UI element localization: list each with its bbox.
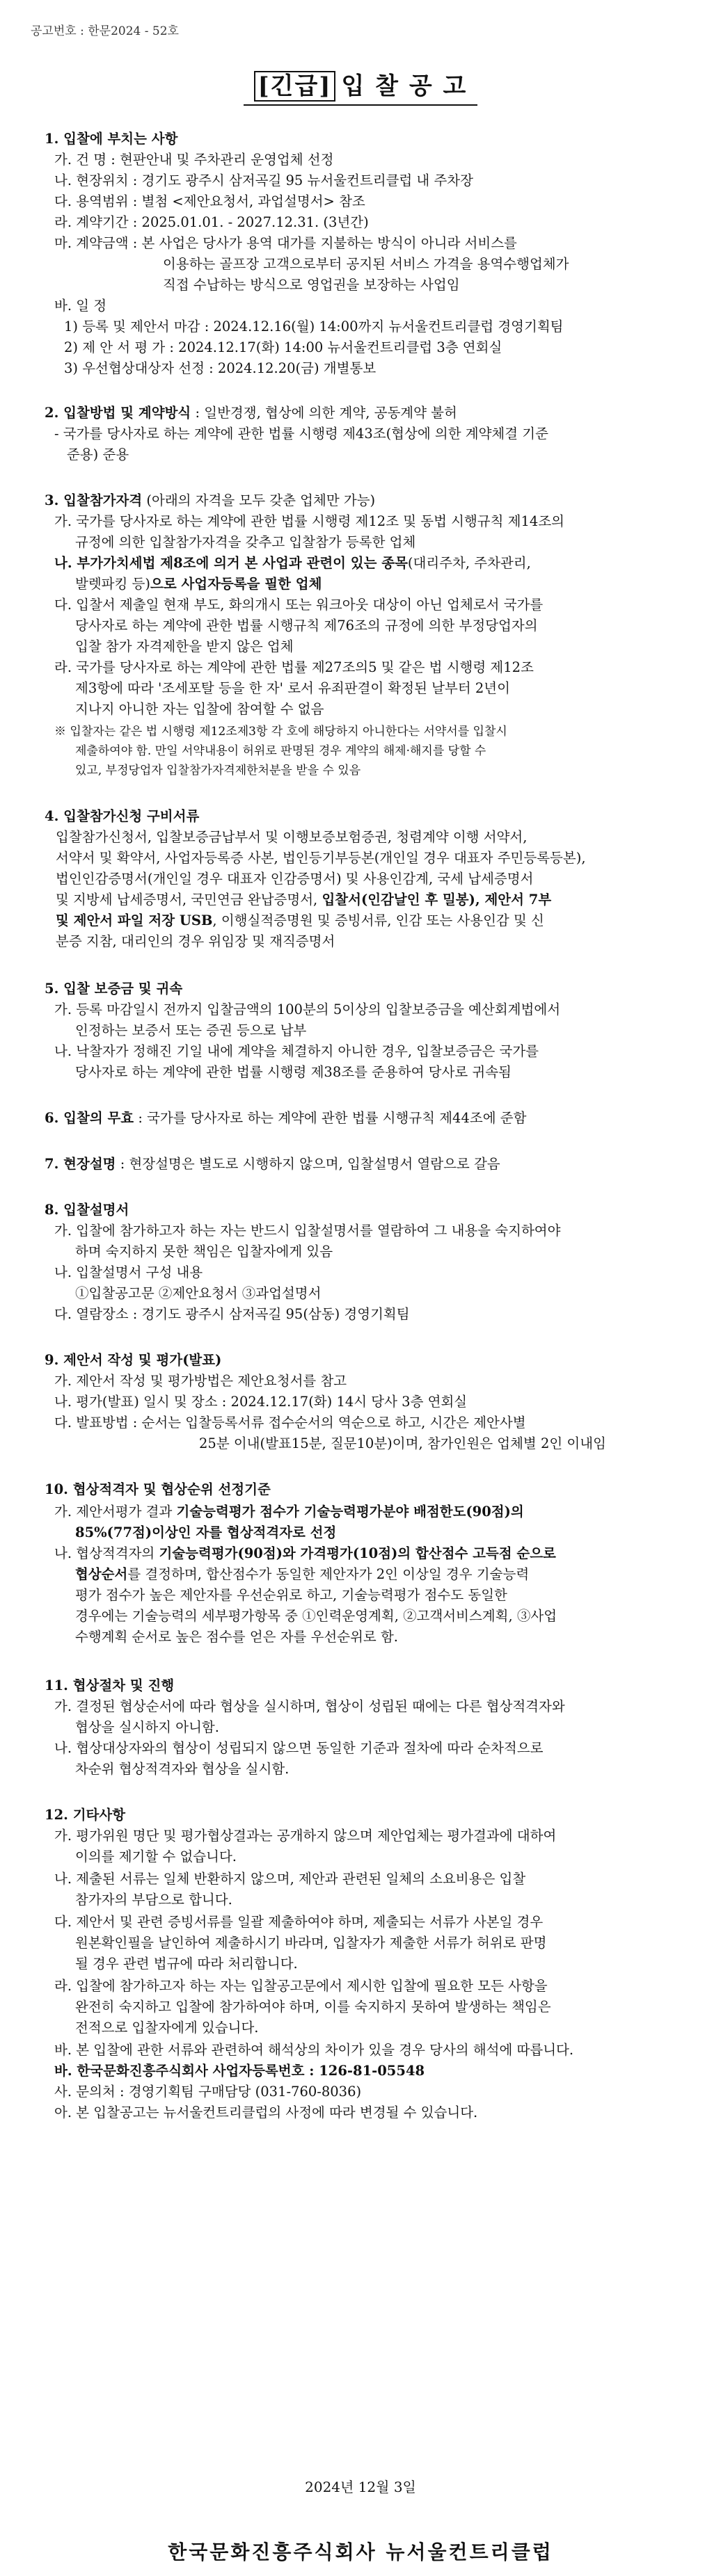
s4-line (56, 911, 721, 931)
notice-date: 2024년 12월 3일 (305, 2479, 416, 2495)
s1-schedule-line: 1) 등록 및 제안서 마감 : 2024.12.16(월) 14:00까지 뉴서울컨트리클럽 경영기획팀 (64, 319, 564, 335)
title-underline (244, 104, 477, 106)
s10-text: 를 결정하며, 합산점수가 동일한 제안자가 2인 이상일 경우 기술능력 (127, 1566, 530, 1582)
s9-line: 가. 제안서 작성 및 평가방법은 제안요청서를 참고 (54, 1373, 347, 1389)
s12-line: 바. 한국문화진흥주식회사 사업자등록번호 : 126-81-05548 (54, 2063, 425, 2079)
s4-bold-text: 입찰서(인감날인 후 밀봉), 제안서 7부 (322, 892, 552, 908)
s5-line: 당사자로 하는 계약에 관한 법률 시행령 제38조를 준용하여 당사로 귀속됨 (75, 1064, 512, 1080)
s12-line: 다. 제안서 및 관련 증빙서류를 일괄 제출하여야 하며, 제출되는 서류가 사본일 경우 (54, 1914, 544, 1930)
s8-line: 다. 열람장소 : 경기도 광주시 삼저곡길 95(삼동) 경영기획팀 (54, 1306, 410, 1322)
s12-line: 전적으로 입찰자에게 있습니다. (75, 2020, 259, 2036)
s5-line: 인정하는 보증서 또는 증권 등으로 납부 (75, 1022, 307, 1038)
s3-line: 당사자로 하는 계약에 관한 법률 시행규칙 제76조의 규정에 의한 부정당업자의 (75, 618, 538, 634)
section-5-heading: 5. 입찰 보증금 및 귀속 (45, 981, 183, 997)
s3-line: 지나지 아니한 자는 입찰에 참여할 수 없음 (75, 701, 324, 717)
s3-note: 제출하여야 함. 만일 서약내용이 허위로 판명된 경우 계약의 해제·해지를 당할 수 (75, 744, 486, 758)
s10-text: 나. 협상적격자의 (54, 1545, 159, 1561)
s1-line: 마. 계약금액 : 본 사업은 당사가 용역 대가를 지불하는 방식이 아니라 서비스를 (54, 235, 517, 251)
section-12-heading: 12. 기타사항 (45, 1807, 126, 1823)
section-11-heading: 11. 협상절차 및 진행 (45, 1677, 175, 1693)
s10-line: 평가 점수가 높은 제안자를 우선순위로 하고, 기술능력평가 점수도 동일한 (75, 1587, 507, 1603)
s3-text: (대리주차, 주차관리, (407, 555, 531, 571)
s4-line (56, 890, 721, 910)
s12-line: 참가자의 부담으로 합니다. (75, 1892, 232, 1908)
s3-bold-text: 으로 사업자등록을 필한 업체 (150, 576, 322, 592)
issuer-signature: 한국문화진흥주식회사 뉴서울컨트리클럽 (168, 2541, 553, 2563)
section-10-heading: 10. 협상적격자 및 협상순위 선정기준 (45, 1481, 271, 1497)
s1-line: 가. 건 명 : 현판안내 및 주차관리 운영업체 선정 (54, 152, 334, 168)
s2-line: - 국가를 당사자로 하는 계약에 관한 법률 시행령 제43조(협상에 의한 계약체결 기준 (54, 426, 548, 442)
s7-heading-bold: 7. 현장설명 (45, 1156, 116, 1172)
s3-note: 있고, 부정당업자 입찰참가자격제한처분을 받을 수 있음 (75, 764, 361, 778)
s3-line: 제3항에 따라 '조세포탈 등을 한 자' 로서 유죄판결이 확정된 날부터 2년이 (75, 680, 510, 696)
s12-line: 원본확인필을 날인하여 제출하시기 바라며, 입찰자가 제출한 서류가 허위로 판명 (75, 1935, 547, 1951)
s12-line: 라. 입찰에 참가하고자 하는 자는 입찰공고문에서 제시한 입찰에 필요한 모든 사항을 (54, 1978, 548, 1994)
s5-line: 가. 등록 마감일시 전까지 입찰금액의 100분의 5이상의 입찰보증금을 예산회계법에서 (54, 1001, 561, 1017)
s11-line: 차순위 협상적격자와 협상을 실시함. (75, 1761, 290, 1777)
s1-line: 바. 일 정 (54, 298, 107, 314)
s3-line (54, 554, 721, 573)
s12-line: 나. 제출된 서류는 일체 반환하지 않으며, 제안과 관련된 일체의 소요비용은 입찰 (54, 1871, 526, 1887)
s12-line: 아. 본 입찰공고는 뉴서울컨트리클럽의 사정에 따라 변경될 수 있습니다. (54, 2104, 478, 2120)
section-9-heading: 9. 제안서 작성 및 평가(발표) (45, 1352, 222, 1368)
section-2-heading (45, 403, 721, 423)
s1-schedule-line: 2) 제 안 서 평 가 : 2024.12.17(화) 14:00 뉴서울컨트리클럽 3층 연회실 (64, 339, 502, 355)
s2-line: 준용) 준용 (67, 446, 129, 462)
s11-line: 협상을 실시하지 아니함. (75, 1719, 219, 1735)
s12-line: 이의를 제기할 수 없습니다. (75, 1849, 237, 1865)
s10-bold-text: 기술능력평가 점수가 기술능력평가분야 배점한도(90점)의 (176, 1504, 524, 1520)
s7-heading-rest: : 현장설명은 별도로 시행하지 않으며, 입찰설명서 열람으로 갈음 (116, 1156, 500, 1172)
s10-bold-text: 기술능력평가(90점)와 가격평가(10점)의 합산점수 고득점 순으로 (159, 1545, 556, 1561)
s12-line: 될 경우 관련 법규에 따라 처리합니다. (75, 1956, 298, 1972)
s6-heading-bold: 6. 입찰의 무효 (45, 1110, 134, 1126)
s10-line: 수행계획 순서로 높은 점수를 얻은 자를 우선순위로 함. (75, 1629, 399, 1645)
section-6-heading (45, 1109, 721, 1128)
s1-line: 직접 수납하는 방식으로 영업권을 보장하는 사업임 (163, 277, 460, 293)
s12-line: 가. 평가위원 명단 및 평가협상결과는 공개하지 않으며 제안업체는 평가결과에 대하여 (54, 1828, 557, 1844)
s10-line (75, 1565, 721, 1584)
s11-line: 가. 결정된 협상순서에 따라 협상을 실시하며, 협상이 성립된 때에는 다른 협상적격자와 (54, 1698, 565, 1714)
s3-line: 다. 입찰서 제출일 현재 부도, 화의개시 또는 워크아웃 대상이 아닌 업체로서 국가를 (54, 597, 544, 613)
s5-line: 나. 낙찰자가 정해진 기일 내에 계약을 체결하지 아니한 경우, 입찰보증금은 국가를 (54, 1043, 539, 1059)
s2-heading-bold: 2. 입찰방법 및 계약방식 (45, 405, 191, 421)
s8-line: ①입찰공고문 ②제안요청서 ③과업설명서 (75, 1285, 322, 1301)
s1-line: 나. 현장위치 : 경기도 광주시 삼저곡길 95 뉴서울컨트리클럽 내 주차장 (54, 172, 473, 188)
s8-line: 하며 숙지하지 못한 책임은 입찰자에게 있음 (75, 1243, 333, 1259)
s9-line: 25분 이내(발표15분, 질문10분)이며, 참가인원은 업체별 2인 이내임 (199, 1435, 606, 1451)
section-7-heading (45, 1154, 721, 1174)
s8-line: 가. 입찰에 참가하고자 하는 자는 반드시 입찰설명서를 열람하여 그 내용을 숙지하여야 (54, 1223, 561, 1239)
s3-line: 라. 국가를 당사자로 하는 계약에 관한 법률 제27조의5 및 같은 법 시행령 제12조 (54, 659, 534, 675)
title-text: 입 찰 공 고 (341, 72, 468, 100)
s1-schedule-line: 3) 우선협상대상자 선정 : 2024.12.20(금) 개별통보 (64, 360, 377, 376)
s8-line: 나. 입찰설명서 구성 내용 (54, 1264, 203, 1280)
s10-line: 경우에는 기술능력의 세부평가항목 중 ①인력운영계획, ②고객서비스계획, ③사업 (75, 1608, 557, 1624)
s3-text: 발렛파킹 등) (75, 576, 150, 592)
s1-line: 이용하는 골프장 고객으로부터 공지된 서비스 가격을 용역수행업체가 (163, 256, 569, 272)
s1-line: 다. 용역범위 : 별첨 <제안요청서, 과업설명서> 참조 (54, 193, 365, 209)
section-1-heading: 1. 입찰에 부치는 사항 (45, 131, 178, 147)
s4-text: 및 지방세 납세증명서, 국민연금 완납증명서, (56, 892, 322, 908)
s4-line: 입찰참가신청서, 입찰보증금납부서 및 이행보증보험증권, 청렴계약 이행 서약서, (56, 829, 528, 845)
s3-line: 가. 국가를 당사자로 하는 계약에 관한 법률 시행령 제12조 및 동법 시행규칙 제14조의 (54, 513, 564, 529)
section-8-heading: 8. 입찰설명서 (45, 1202, 129, 1218)
s10-line (54, 1544, 721, 1563)
page-title (0, 67, 721, 101)
s9-line: 나. 평가(발표) 일시 및 장소 : 2024.12.17(화) 14시 당사 3층 연회실 (54, 1394, 468, 1410)
urgent-tag: [긴급] (254, 71, 336, 102)
s12-line: 바. 본 입찰에 관한 서류와 관련하여 해석상의 차이가 있을 경우 당사의 해석에 따릅니다. (54, 2042, 574, 2058)
s3-heading-rest: (아래의 자격을 모두 갖춘 업체만 가능) (142, 492, 376, 508)
s4-line: 법인인감증명서(개인일 경우 대표자 인감증명서) 및 사용인감계, 국세 납세증명서 (56, 871, 534, 887)
s10-line: 85%(77점)이상인 자를 협상적격자로 선정 (75, 1524, 337, 1540)
section-4-heading: 4. 입찰참가신청 구비서류 (45, 808, 200, 824)
section-3-heading (45, 491, 721, 510)
s3-bold-text: 나. 부가가치세법 제8조에 의거 본 사업과 관련이 있는 종목 (54, 555, 408, 571)
s12-line: 사. 문의처 : 경영기획팀 구매담당 (031-760-8036) (54, 2084, 362, 2100)
s3-line (75, 574, 721, 594)
s10-text: 가. 제안서평가 결과 (54, 1504, 177, 1520)
s4-line: 서약서 및 확약서, 사업자등록증 사본, 법인등기부등본(개인일 경우 대표자 주민등록등본), (56, 850, 586, 866)
s3-note: ※ 입찰자는 같은 법 시행령 제12조제3항 각 호에 해당하지 아니한다는 서약서를 입찰시 (54, 725, 507, 739)
s11-line: 나. 협상대상자와의 협상이 성립되지 않으면 동일한 기준과 절차에 따라 순차적으로 (54, 1740, 544, 1756)
s3-line: 규정에 의한 입찰참가자격을 갖추고 입찰참가 등록한 업체 (75, 534, 416, 550)
s6-heading-rest: : 국가를 당사자로 하는 계약에 관한 법률 시행규칙 제44조에 준함 (134, 1110, 527, 1126)
s1-line: 라. 계약기간 : 2025.01.01. - 2027.12.31. (3년간) (54, 214, 369, 230)
s12-line: 완전히 숙지하고 입찰에 참가하여야 하며, 이를 숙지하지 못하여 발생하는 책임은 (75, 1999, 551, 2015)
s2-heading-rest: : 일반경쟁, 협상에 의한 계약, 공동계약 불허 (191, 405, 457, 421)
s4-bold-text: 및 제안서 파일 저장 USB (56, 912, 213, 928)
s3-heading-bold: 3. 입찰참가자격 (45, 492, 143, 508)
s10-bold-text: 협상순서 (75, 1566, 128, 1582)
s3-line: 입찰 참가 자격제한을 받지 않은 업체 (75, 638, 294, 654)
notice-number: 공고번호 : 한문2024 - 52호 (31, 24, 179, 38)
s9-line: 다. 발표방법 : 순서는 입찰등록서류 접수순서의 역순으로 하고, 시간은 제안사별 (54, 1415, 526, 1431)
s4-line: 분증 지참, 대리인의 경우 위임장 및 재직증명서 (56, 933, 335, 949)
s4-text: , 이행실적증명원 및 증빙서류, 인감 또는 사용인감 및 신 (212, 912, 544, 928)
s10-line (54, 1502, 721, 1522)
